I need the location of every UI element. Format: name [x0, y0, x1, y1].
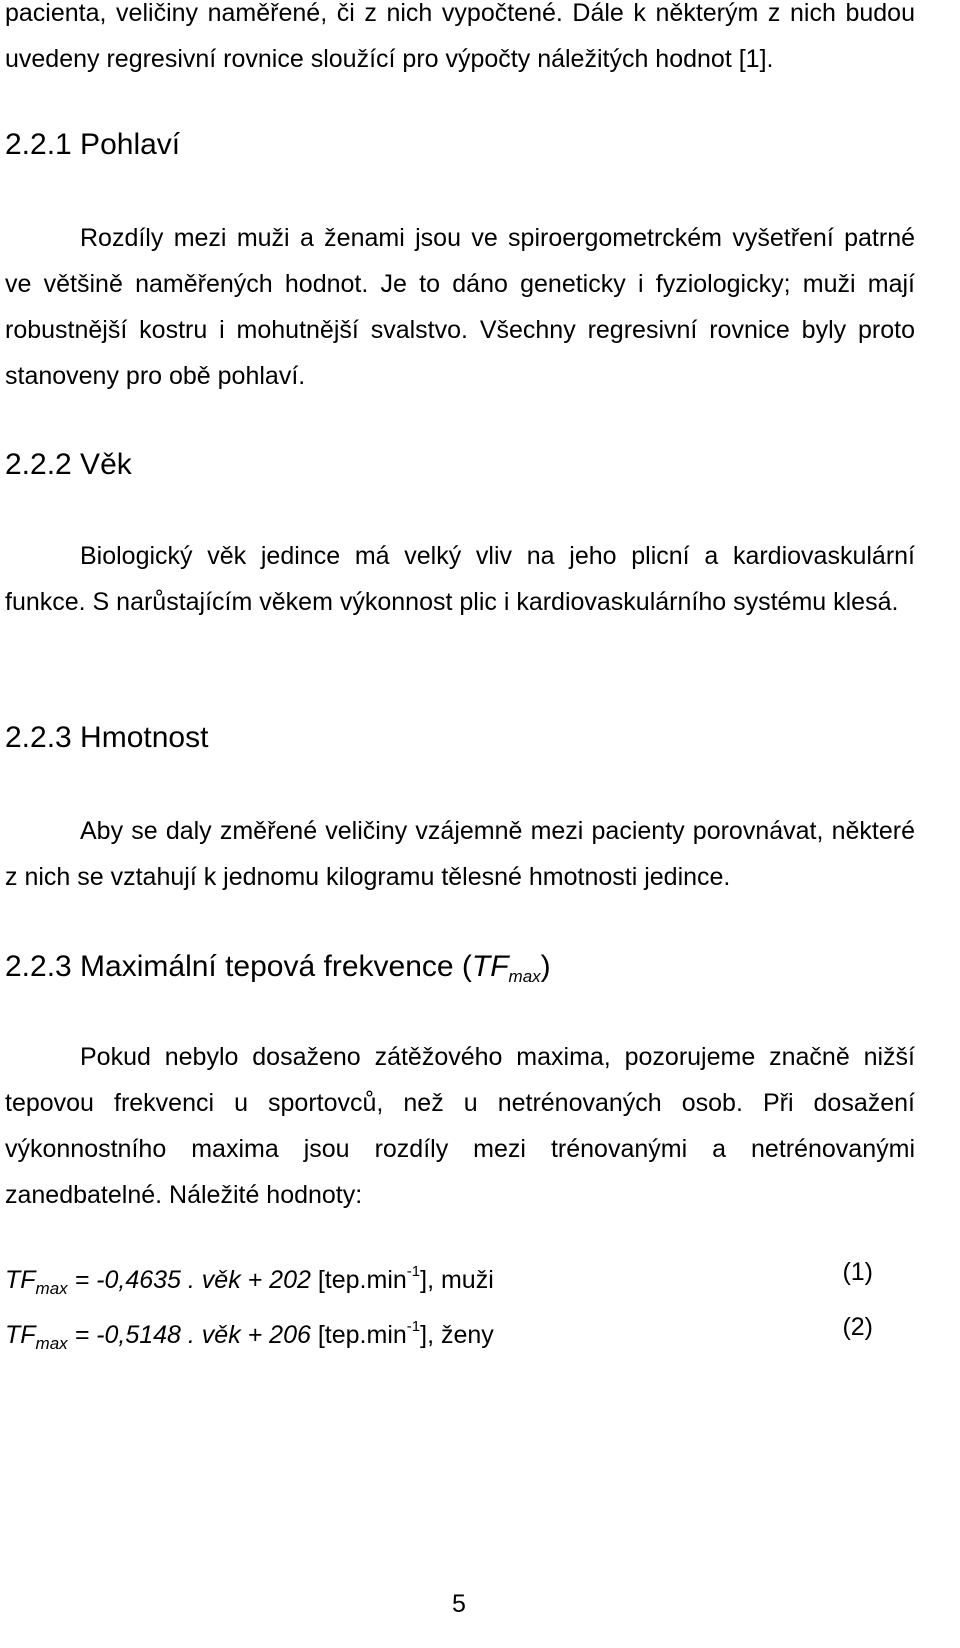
eq-unit-sup: -1 [406, 1263, 421, 1280]
equation-expression [5, 1252, 494, 1309]
eq-sub: max [35, 1334, 68, 1353]
equation-expression [5, 1307, 494, 1364]
equation-number: (1) [842, 1258, 873, 1286]
eq-formula: = -0,4635 . věk + 202 [67, 1266, 311, 1294]
eq-tf: TF [5, 1321, 36, 1349]
equation-number: (2) [842, 1313, 873, 1341]
section-heading: 2.2.3 Hmotnost [5, 721, 209, 754]
eq-unit: [tep.min [310, 1321, 407, 1349]
page-number: 5 [452, 1590, 466, 1618]
equation-row [5, 1307, 873, 1353]
heading-sub: max [508, 967, 541, 986]
section-paragraph: Aby se daly změřené veličiny vzájemně mezi pacienty porovnávat, některé z nich se vztahují k jednomu kilogramu tělesné hmotnosti jedince. [5, 817, 915, 891]
heading-tf: TF [471, 950, 509, 983]
eq-unit-post: ], muži [420, 1266, 494, 1294]
section-pohlavi-body [5, 215, 915, 399]
section-heading: 2.2.1 Pohlaví [5, 128, 181, 161]
section-heading [5, 947, 915, 997]
section-pohlavi [5, 125, 915, 165]
eq-sub: max [35, 1279, 68, 1298]
intro-text: pacienta, veličiny naměřené, či z nich vypočtené. Dále k některým z nich budou uvedeny regresivní rovnice sloužící pro výpočty náležitých hodnot [1]. [5, 0, 915, 73]
section-paragraph: Rozdíly mezi muži a ženami jsou ve spiroergometrckém vyšetření patrné ve většině naměřených hodnot. Je to dáno geneticky i fyziologicky; muži mají robustnější kostru i mohutnější svalstvo. Všechny regresivní rovnice byly proto stanoveny pro obě pohlaví. [5, 224, 915, 390]
section-hmotnost [5, 718, 915, 758]
section-paragraph: Pokud nebylo dosaženo zátěžového maxima, pozorujeme značně nižší tepovou frekvenci u sportovců, než u netrénovaných osob. Při dosažení výkonnostního maxima jsou rozdíly mezi trénovanými a netrénovanými zanedbatelné. Náležité hodnoty: [5, 1043, 915, 1209]
section-heading: 2.2.2 Věk [5, 448, 132, 481]
section-tf-body [5, 1034, 915, 1218]
heading-prefix: 2.2.3 Maximální tepová frekvence ( [5, 950, 472, 983]
heading-suffix: ) [540, 950, 551, 983]
eq-unit-sup: -1 [406, 1318, 421, 1335]
eq-unit-post: ], ženy [420, 1321, 494, 1349]
section-vek [5, 445, 915, 485]
eq-unit: [tep.min [310, 1266, 407, 1294]
section-paragraph: Biologický věk jedince má velký vliv na jeho plicní a kardiovaskulární funkce. S narůstajícím věkem výkonnost plic i kardiovaskulárního systému klesá. [5, 542, 915, 616]
section-tf [5, 947, 915, 997]
section-hmotnost-body [5, 808, 915, 900]
intro-paragraph [5, 0, 915, 82]
section-vek-body [5, 533, 915, 625]
eq-tf: TF [5, 1266, 36, 1294]
equation-row [5, 1252, 873, 1298]
eq-formula: = -0,5148 . věk + 206 [67, 1321, 311, 1349]
